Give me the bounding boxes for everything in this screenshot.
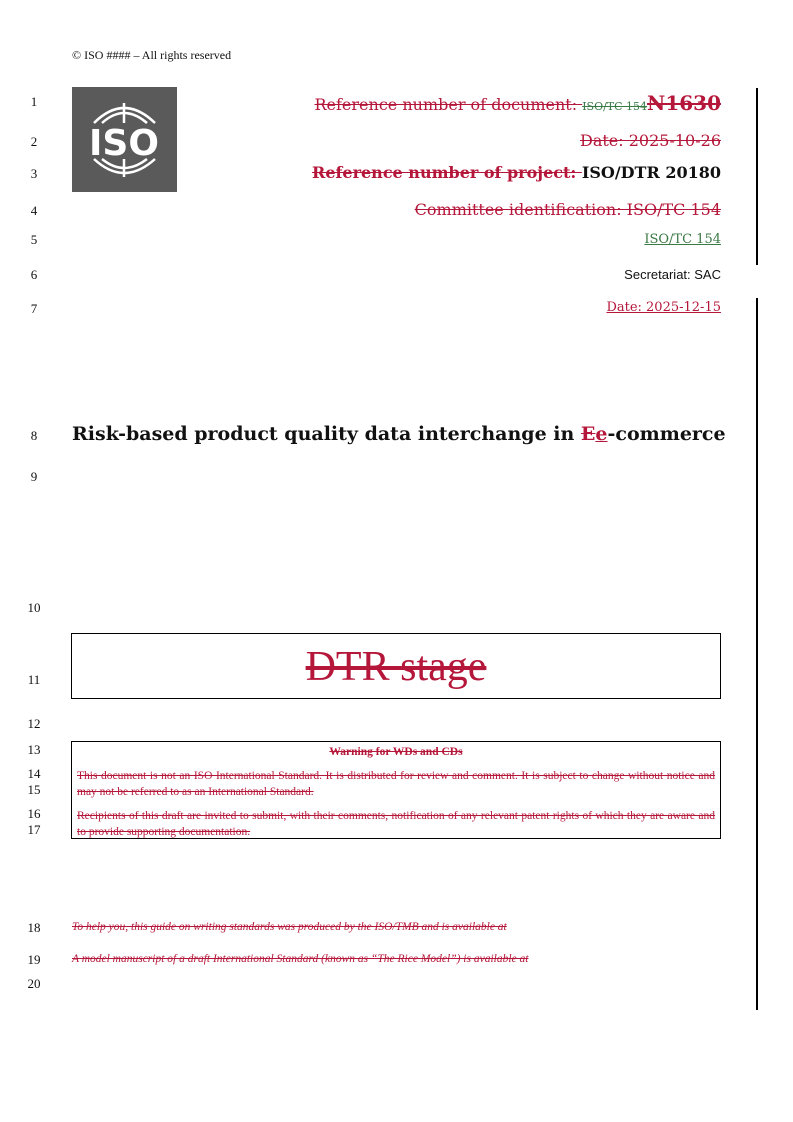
svg-text:ISO: ISO — [89, 123, 159, 164]
line-number: 10 — [27, 600, 41, 615]
document-title — [72, 423, 726, 445]
line-number: 11 — [27, 672, 41, 687]
line-number: 16 — [27, 806, 41, 821]
ref-doc-number: N1630 — [647, 91, 721, 115]
line-number: 2 — [30, 134, 38, 149]
title-text-end: -commerce — [607, 423, 726, 445]
reference-document-line — [314, 91, 721, 115]
copyright-header: © ISO #### – All rights reserved — [72, 48, 232, 62]
warning-heading: Warning for WDs and CDs — [329, 746, 463, 758]
ref-doc-tc: ISO/TC 154 — [582, 100, 648, 113]
line-number: 8 — [30, 428, 38, 443]
warning-paragraph: Recipients of this draft are invited to submit, with their comments, notification of any relevant patent rights of which they are aware and to provide supporting documentation. — [77, 810, 715, 838]
line-number: 19 — [27, 952, 41, 967]
guide-note: To help you, this guide on writing standards was produced by the ISO/TMB and is available at — [72, 921, 507, 933]
line-number: 18 — [27, 920, 41, 935]
committee-old: Committee identification: ISO/TC 154 — [414, 200, 721, 219]
change-bar — [756, 88, 758, 265]
stage-label: DTR stage — [305, 644, 487, 690]
line-number: 6 — [30, 267, 38, 282]
iso-logo — [72, 87, 177, 192]
secretariat: Secretariat: SAC — [624, 267, 721, 282]
model-manuscript-note: A model manuscript of a draft International Standard (known as “The Rice Model”) is available at — [72, 953, 529, 965]
line-number: 15 — [27, 782, 41, 797]
line-number: 20 — [27, 976, 41, 991]
line-number: 3 — [30, 166, 38, 181]
line-number: 17 — [27, 822, 41, 837]
title-deleted: E — [580, 423, 596, 445]
ref-project-value: ISO/DTR 20180 — [581, 163, 721, 182]
new-date: Date: 2025-12-15 — [606, 300, 721, 315]
warning-box — [71, 741, 721, 839]
line-number: 1 — [30, 94, 38, 109]
old-date: Date: 2025-10-26 — [580, 131, 721, 150]
reference-project-line — [312, 163, 721, 182]
line-number: 12 — [27, 716, 41, 731]
ref-project-label: Reference number of project: — [312, 163, 582, 182]
line-number: 9 — [30, 469, 38, 484]
title-text: Risk-based product quality data interchange in — [72, 423, 581, 445]
line-number: 7 — [30, 301, 38, 316]
stage-box — [71, 633, 721, 699]
title-inserted: e — [595, 423, 608, 445]
line-number: 14 — [27, 766, 41, 781]
line-number: 13 — [27, 742, 41, 757]
line-number: 5 — [30, 232, 38, 247]
warning-paragraph: This document is not an ISO International Standard. It is distributed for review and comment. It is subject to change without notice and may not be referred to as an International Standard. — [77, 770, 715, 798]
ref-doc-label: Reference number of document: — [314, 95, 583, 114]
committee-new: ISO/TC 154 — [644, 232, 721, 247]
change-bar — [756, 298, 758, 1010]
line-number: 4 — [30, 203, 38, 218]
